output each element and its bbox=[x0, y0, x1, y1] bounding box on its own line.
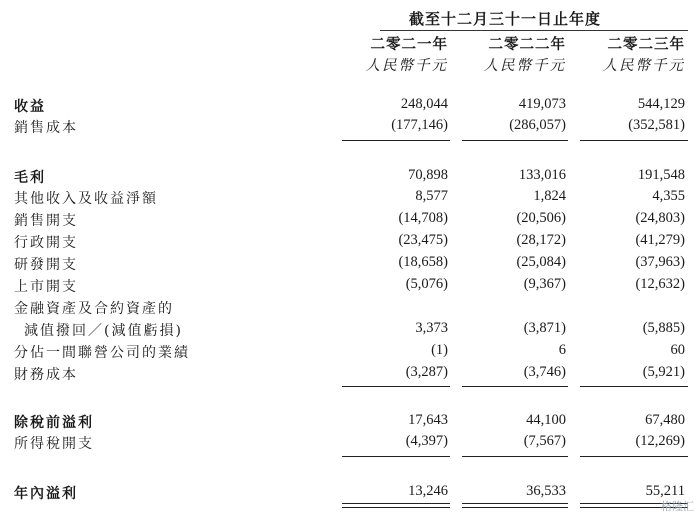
row-label: 收益 bbox=[14, 99, 46, 115]
row-label: 其他收入及收益淨額 bbox=[14, 191, 158, 207]
row-value-2021: 3,373 bbox=[415, 320, 448, 336]
total-double-rule bbox=[462, 503, 568, 508]
table-row bbox=[0, 276, 700, 298]
row-label: 除稅前溢利 bbox=[14, 415, 94, 431]
row-value-2023: (12,269) bbox=[635, 433, 685, 449]
table-row bbox=[0, 167, 700, 189]
subtotal-rule bbox=[462, 456, 568, 457]
table-row bbox=[0, 342, 700, 364]
row-value-2022: 44,100 bbox=[526, 412, 566, 428]
row-value-2021: 248,044 bbox=[400, 96, 448, 112]
row-value-2021: (1) bbox=[431, 342, 448, 358]
row-label: 減值撥回／(減值虧損) bbox=[24, 323, 183, 339]
row-value-2022: 6 bbox=[558, 342, 566, 358]
row-value-2023: (12,632) bbox=[635, 276, 685, 292]
year-2023: 二零二三年 bbox=[607, 36, 685, 53]
subtotal-rule bbox=[342, 386, 450, 387]
row-value-2021: 70,898 bbox=[408, 167, 448, 183]
row-label: 年內溢利 bbox=[14, 486, 78, 502]
table-row bbox=[0, 412, 700, 434]
row-value-2023: (41,279) bbox=[635, 232, 685, 248]
row-value-2021: 13,246 bbox=[408, 483, 448, 499]
table-row bbox=[0, 483, 700, 505]
table-row bbox=[0, 188, 700, 210]
row-value-2022: (3,746) bbox=[523, 364, 566, 380]
row-value-2021: (14,708) bbox=[398, 210, 448, 226]
row-value-2022: (3,871) bbox=[523, 320, 566, 336]
row-value-2023: 55,211 bbox=[645, 483, 685, 499]
row-value-2021: 17,643 bbox=[408, 412, 448, 428]
unit-label: 人民幣千元 bbox=[483, 58, 566, 74]
row-value-2023: 67,480 bbox=[645, 412, 685, 428]
subtotal-rule bbox=[462, 140, 568, 141]
row-value-2023: 60 bbox=[670, 342, 685, 358]
row-value-2023: (37,963) bbox=[635, 254, 685, 270]
row-value-2021: (5,076) bbox=[405, 276, 448, 292]
watermark: 格隆汇 bbox=[661, 500, 694, 513]
row-value-2022: (7,567) bbox=[523, 433, 566, 449]
row-value-2021: 8,577 bbox=[415, 188, 448, 204]
row-value-2022: (25,084) bbox=[516, 254, 566, 270]
row-value-2023: (5,885) bbox=[642, 320, 685, 336]
year-2021: 二零二一年 bbox=[370, 36, 448, 53]
row-label: 金融資產及合約資產的 bbox=[14, 301, 174, 317]
subtotal-rule bbox=[580, 456, 688, 457]
row-value-2023: (5,921) bbox=[642, 364, 685, 380]
table-row bbox=[0, 364, 700, 386]
row-label: 研發開支 bbox=[14, 257, 78, 273]
unit-label: 人民幣千元 bbox=[602, 58, 685, 74]
table-row bbox=[0, 210, 700, 232]
subtotal-rule bbox=[580, 140, 688, 141]
subtotal-rule bbox=[462, 386, 568, 387]
period-header: 截至十二月三十一日止年度 bbox=[408, 10, 601, 28]
subtotal-rule bbox=[342, 140, 450, 141]
row-value-2022: (9,367) bbox=[523, 276, 566, 292]
row-value-2021: (18,658) bbox=[398, 254, 448, 270]
row-label: 銷售成本 bbox=[14, 120, 78, 136]
table-row bbox=[0, 254, 700, 276]
row-value-2022: (286,057) bbox=[509, 117, 566, 133]
row-label: 行政開支 bbox=[14, 235, 78, 251]
table-row bbox=[0, 433, 700, 455]
table-row bbox=[0, 232, 700, 254]
year-2022: 二零二二年 bbox=[488, 36, 566, 53]
row-value-2023: 544,129 bbox=[637, 96, 685, 112]
unit-label: 人民幣千元 bbox=[365, 58, 448, 74]
row-label: 所得稅開支 bbox=[14, 436, 94, 452]
row-label: 銷售開支 bbox=[14, 213, 78, 229]
table-row bbox=[0, 96, 700, 118]
total-double-rule bbox=[342, 503, 450, 508]
row-value-2022: 133,016 bbox=[518, 167, 566, 183]
row-label: 分佔一間聯營公司的業績 bbox=[14, 345, 190, 361]
row-value-2021: (3,287) bbox=[405, 364, 448, 380]
table-row bbox=[0, 320, 700, 342]
row-label: 毛利 bbox=[14, 170, 46, 186]
table-row bbox=[0, 117, 700, 139]
row-value-2022: 1,824 bbox=[533, 188, 566, 204]
row-value-2021: (4,397) bbox=[405, 433, 448, 449]
row-value-2022: (28,172) bbox=[516, 232, 566, 248]
row-value-2023: (352,581) bbox=[628, 117, 685, 133]
subtotal-rule bbox=[580, 386, 688, 387]
header-divider bbox=[380, 30, 688, 31]
row-value-2022: 36,533 bbox=[526, 483, 566, 499]
row-value-2021: (23,475) bbox=[398, 232, 448, 248]
row-value-2023: (24,803) bbox=[635, 210, 685, 226]
row-label: 財務成本 bbox=[14, 367, 78, 383]
table-row bbox=[0, 298, 700, 320]
subtotal-rule bbox=[342, 456, 450, 457]
row-value-2021: (177,146) bbox=[391, 117, 448, 133]
row-label: 上市開支 bbox=[14, 279, 78, 295]
row-value-2022: 419,073 bbox=[518, 96, 566, 112]
row-value-2023: 191,548 bbox=[637, 167, 685, 183]
row-value-2023: 4,355 bbox=[652, 188, 685, 204]
row-value-2022: (20,506) bbox=[516, 210, 566, 226]
